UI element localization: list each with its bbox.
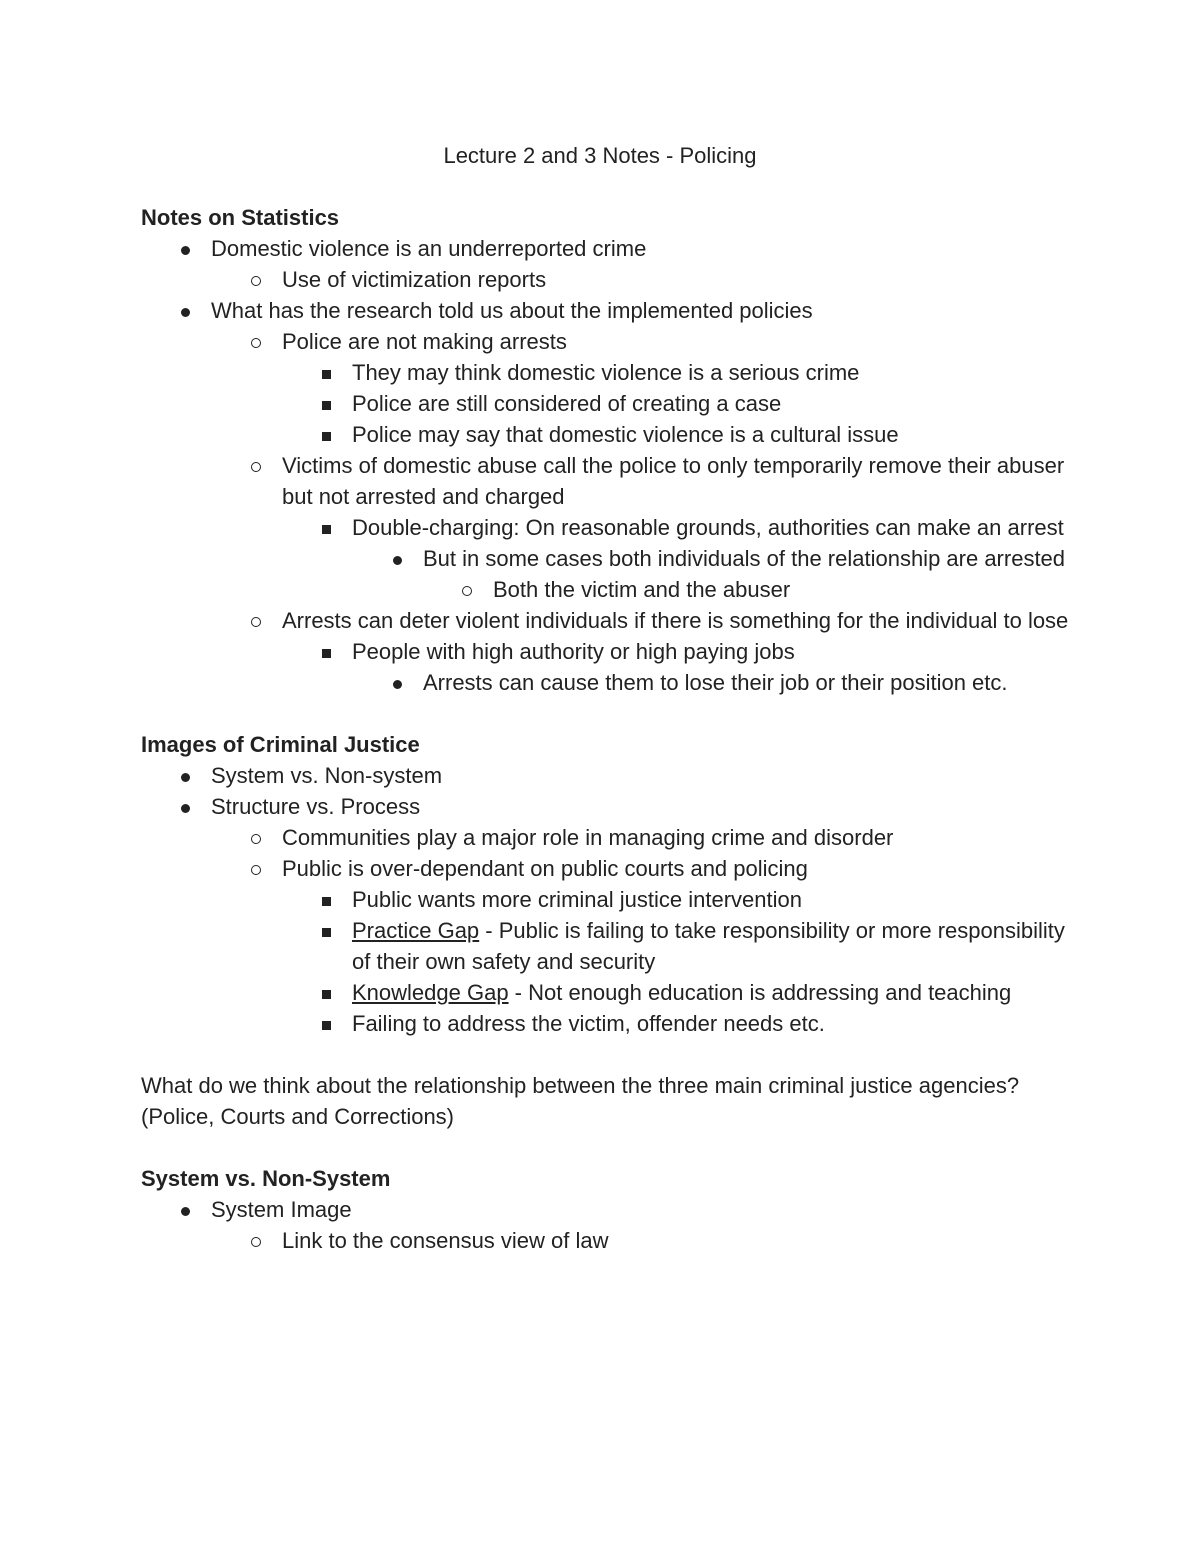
- list-item: System vs. Non-system: [141, 760, 1081, 791]
- spacer: [141, 1132, 1081, 1163]
- document-title: Lecture 2 and 3 Notes - Policing: [443, 143, 757, 168]
- bullet-dot-icon: [175, 1194, 195, 1225]
- list-item: Link to the consensus view of law: [141, 1225, 1081, 1256]
- list-item: Domestic violence is an underreported crime: [141, 233, 1081, 264]
- bullet-square-icon: [316, 388, 336, 419]
- list-item: Communities play a major role in managing crime and disorder: [141, 822, 1081, 853]
- list-item: What has the research told us about the implemented policies: [141, 295, 1081, 326]
- bullet-circle-icon: [246, 1225, 266, 1256]
- spacer: [141, 698, 1081, 729]
- spacer: [141, 1039, 1081, 1070]
- list-item: Practice Gap - Public is failing to take responsibility or more responsibility of their own safety and security: [141, 915, 1081, 977]
- bullet-circle-icon: [246, 853, 266, 884]
- list-item: Knowledge Gap - Not enough education is addressing and teaching: [141, 977, 1081, 1008]
- list-item: Both the victim and the abuser: [141, 574, 1081, 605]
- section-heading-statistics: Notes on Statistics: [141, 205, 340, 230]
- bullet-square-icon: [316, 915, 336, 946]
- practice-gap-term: Practice Gap: [352, 918, 480, 943]
- bullet-square-icon: [316, 884, 336, 915]
- bullet-dot-icon: [387, 667, 407, 698]
- bullet-square-icon: [316, 512, 336, 543]
- list-item: Public is over-dependant on public courts and policing: [141, 853, 1081, 884]
- list-item: People with high authority or high paying jobs: [141, 636, 1081, 667]
- bullet-dot-icon: [175, 295, 195, 326]
- bullet-dot-icon: [175, 233, 195, 264]
- document-body: [141, 202, 1081, 1256]
- bullet-square-icon: [316, 977, 336, 1008]
- list-item: Public wants more criminal justice intervention: [141, 884, 1081, 915]
- bullet-square-icon: [316, 1008, 336, 1039]
- bullet-circle-icon: [246, 450, 266, 481]
- list-item: Police are not making arrests: [141, 326, 1081, 357]
- list-item: They may think domestic violence is a serious crime: [141, 357, 1081, 388]
- bullet-square-icon: [316, 419, 336, 450]
- bullet-circle-icon: [457, 574, 477, 605]
- list-item: Arrests can deter violent individuals if there is something for the individual to lose: [141, 605, 1081, 636]
- bullet-square-icon: [316, 636, 336, 667]
- bullet-circle-icon: [246, 822, 266, 853]
- bullet-circle-icon: [246, 264, 266, 295]
- bullet-dot-icon: [175, 791, 195, 822]
- section-heading-images: Images of Criminal Justice: [141, 732, 420, 757]
- list-item: But in some cases both individuals of the relationship are arrested: [141, 543, 1081, 574]
- list-item: Police may say that domestic violence is a cultural issue: [141, 419, 1081, 450]
- knowledge-gap-term: Knowledge Gap: [352, 980, 509, 1005]
- list-item: Use of victimization reports: [141, 264, 1081, 295]
- question-paragraph: What do we think about the relationship between the three main criminal justice agencies? (Police, Courts and Corrections): [141, 1073, 1020, 1129]
- list-item: System Image: [141, 1194, 1081, 1225]
- list-item: Police are still considered of creating a case: [141, 388, 1081, 419]
- list-item: Structure vs. Process: [141, 791, 1081, 822]
- list-item: Victims of domestic abuse call the police to only temporarily remove their abuser but not arrested and charged: [141, 450, 1081, 512]
- bullet-circle-icon: [246, 605, 266, 636]
- list-item: Failing to address the victim, offender needs etc.: [141, 1008, 1081, 1039]
- list-item: Arrests can cause them to lose their job or their position etc.: [141, 667, 1081, 698]
- bullet-circle-icon: [246, 326, 266, 357]
- bullet-dot-icon: [387, 543, 407, 574]
- list-item: Double-charging: On reasonable grounds, authorities can make an arrest: [141, 512, 1081, 543]
- bullet-dot-icon: [175, 760, 195, 791]
- bullet-square-icon: [316, 357, 336, 388]
- section-heading-system: System vs. Non-System: [141, 1166, 391, 1191]
